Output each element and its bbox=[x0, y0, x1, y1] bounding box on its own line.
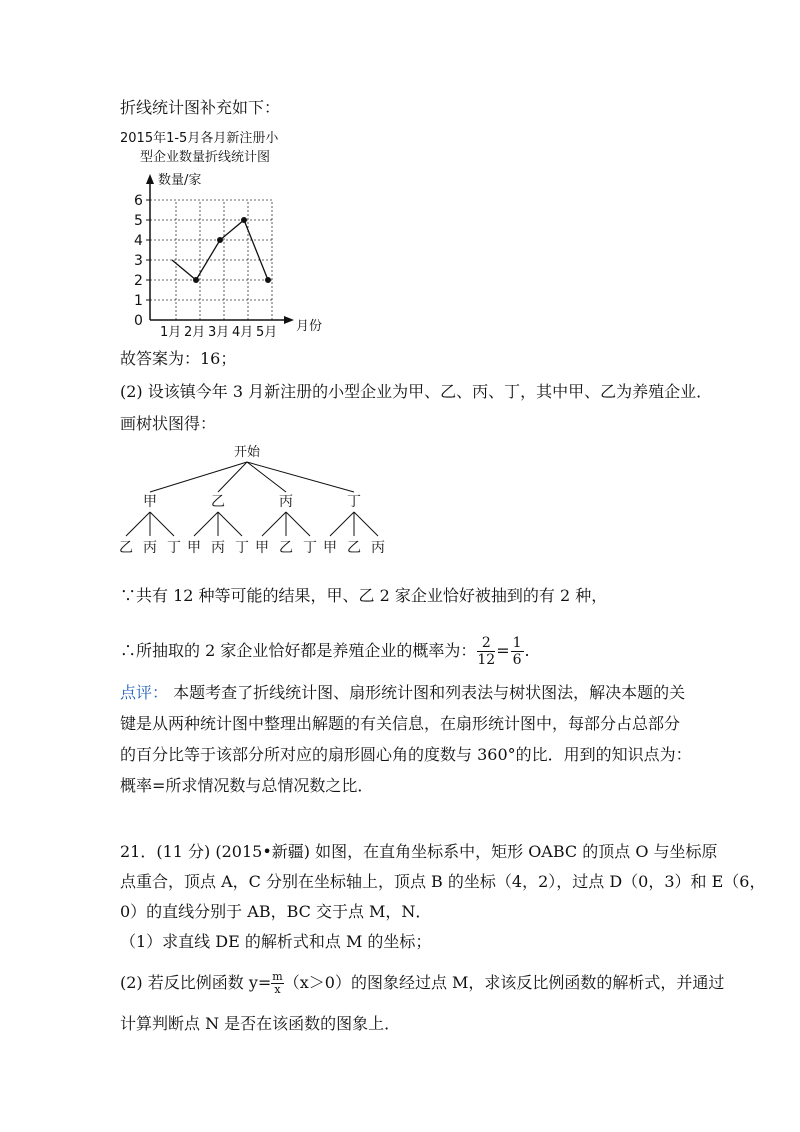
data-point bbox=[241, 217, 247, 223]
tree-level2-label: 甲 bbox=[187, 540, 201, 556]
chart-xlabel: 月份 bbox=[296, 319, 323, 334]
fraction-m-x bbox=[271, 971, 283, 996]
x-tick-label: 3月 bbox=[208, 325, 230, 340]
y-tick-label: 1 bbox=[134, 293, 143, 309]
comment-text-1: 本题考查了折线统计图、扇形统计图和列表法与树状图法，解决本题的关 bbox=[173, 683, 686, 702]
tree-level2-label: 丁 bbox=[303, 540, 317, 556]
tree-branch bbox=[126, 512, 150, 536]
period: . bbox=[524, 641, 530, 660]
results-line1: ∵共有 12 种等可能的结果，甲、乙 2 家企业恰好被抽到的有 2 种， bbox=[120, 586, 608, 605]
chart-title-line2: 型企业数量折线统计图 bbox=[140, 150, 271, 165]
fraction-denominator: 12 bbox=[477, 652, 496, 668]
tree-level2-label: 乙 bbox=[279, 540, 293, 556]
x-tick-label: 5月 bbox=[256, 325, 278, 340]
tree-level2-label: 丁 bbox=[167, 540, 181, 556]
fraction-denominator: x bbox=[274, 983, 281, 996]
q21-line3: 0）的直线分别于 AB，BC 交于点 M，N． bbox=[120, 902, 432, 921]
part2-line2: 画树状图得： bbox=[120, 414, 217, 433]
x-tick-label: 2月 bbox=[184, 325, 206, 340]
fraction-numerator: m bbox=[272, 970, 283, 983]
comment-label: 点评： bbox=[120, 683, 169, 702]
tree-level2-label: 丙 bbox=[143, 540, 157, 556]
comment-line1 bbox=[120, 683, 685, 703]
y-tick-label: 4 bbox=[134, 233, 143, 249]
chart-intro-text: 折线统计图补充如下： bbox=[120, 98, 281, 117]
q21-line1: 21．(11 分) (2015•新疆) 如图，在直角坐标系中，矩形 OABC 的顶点 O 与坐标原 bbox=[120, 842, 718, 861]
tree-branch bbox=[330, 512, 354, 536]
y-tick-label: 5 bbox=[134, 213, 143, 229]
tree-branch bbox=[286, 512, 310, 536]
tree-branch bbox=[354, 512, 378, 536]
data-point bbox=[265, 277, 271, 283]
tree-diagram bbox=[112, 442, 392, 562]
equals-sign: = bbox=[496, 641, 510, 660]
comment-line3: 的百分比等于该部分所对应的扇形圆心角的度数与 360°的比．用到的知识点为： bbox=[120, 745, 692, 764]
tree-level2-label: 乙 bbox=[347, 540, 361, 556]
fraction-1-6 bbox=[511, 635, 524, 668]
tree-branch bbox=[218, 512, 242, 536]
tree-level2-label: 乙 bbox=[119, 540, 133, 556]
tree-level2-label: 丙 bbox=[371, 540, 385, 556]
y-tick-label: 3 bbox=[134, 253, 143, 269]
q21-line5-prefix: (2) 若反比例函数 y= bbox=[120, 973, 272, 992]
tree-branch bbox=[194, 512, 218, 536]
tree-level1-label: 乙 bbox=[211, 494, 225, 510]
part2-line1: (2) 设该镇今年 3 月新注册的小型企业为甲、乙、丙、丁，其中甲、乙为养殖企业． bbox=[120, 382, 713, 401]
fraction-numerator: 2 bbox=[477, 635, 495, 652]
fraction-denominator: 6 bbox=[512, 652, 522, 668]
chart-axes bbox=[146, 174, 294, 324]
tree-level1-label: 丁 bbox=[347, 494, 361, 510]
results-line2 bbox=[120, 634, 530, 668]
q21-line6: 计算判断点 N 是否在该函数的图象上． bbox=[120, 1014, 401, 1033]
tree-branch bbox=[247, 462, 354, 492]
tree-level2-label: 丁 bbox=[235, 540, 249, 556]
data-point bbox=[217, 237, 223, 243]
tree-level2-label: 甲 bbox=[255, 540, 269, 556]
tree-level1-label: 丙 bbox=[279, 494, 293, 510]
y-tick-label: 2 bbox=[134, 273, 143, 289]
line-chart bbox=[118, 124, 358, 344]
comment-line4: 概率=所求情况数与总情况数之比． bbox=[120, 776, 374, 795]
tree-branch bbox=[262, 512, 286, 536]
answer-text: 故答案为：16； bbox=[120, 349, 237, 368]
fraction-2-12 bbox=[477, 635, 495, 668]
data-point bbox=[193, 277, 199, 283]
fraction-numerator: 1 bbox=[512, 635, 522, 651]
q21-line2: 点重合，顶点 A，C 分别在坐标轴上，顶点 B 的坐标（4，2），过点 D（0，3）和 E（6， bbox=[120, 872, 766, 891]
tree-branch bbox=[247, 462, 286, 492]
tree-level2-label: 甲 bbox=[323, 540, 337, 556]
chart-series-line bbox=[172, 220, 268, 280]
chart-grid bbox=[150, 200, 272, 320]
q21-line5-suffix: （x＞0）的图象经过点 M，求该反比例函数的解析式，并通过 bbox=[283, 973, 725, 992]
y-tick-label: 6 bbox=[134, 193, 143, 209]
q21-line4: （1）求直线 DE 的解析式和点 M 的坐标； bbox=[120, 932, 432, 951]
results-line2-prefix: ∴所抽取的 2 家企业恰好都是养殖企业的概率为： bbox=[120, 641, 477, 660]
tree-branch bbox=[150, 512, 174, 536]
q21-line5 bbox=[120, 968, 724, 998]
comment-line2: 键是从两种统计图中整理出解题的有关信息，在扇形统计图中，每部分占总部分 bbox=[120, 714, 681, 733]
chart-title-line1: 2015年1-5月各月新注册小 bbox=[120, 131, 279, 146]
chart-ylabel: 数量/家 bbox=[158, 173, 202, 188]
tree-level1-label: 甲 bbox=[143, 494, 157, 510]
tree-level2-label: 丙 bbox=[211, 540, 225, 556]
x-tick-label: 1月 bbox=[160, 325, 182, 340]
x-tick-label: 4月 bbox=[232, 325, 254, 340]
tree-root-label: 开始 bbox=[233, 445, 261, 460]
y-tick-label: 0 bbox=[134, 313, 143, 329]
